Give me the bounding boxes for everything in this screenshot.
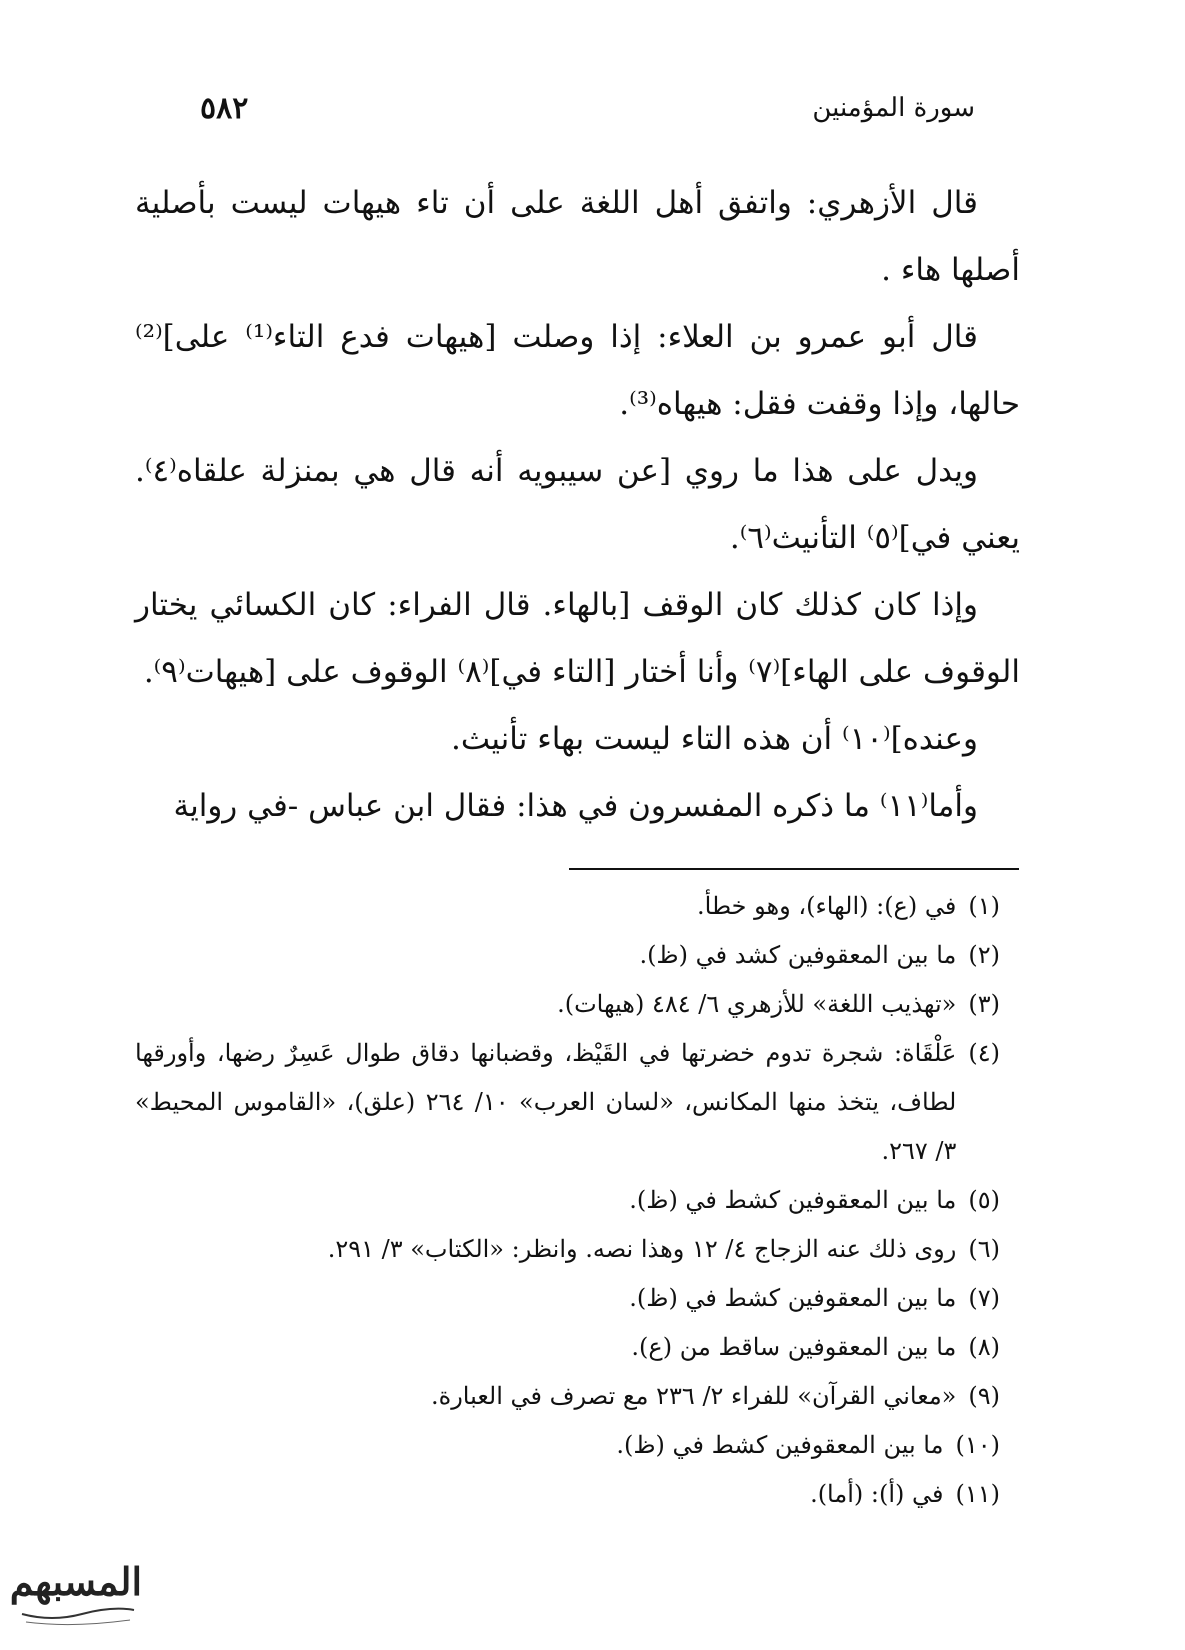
page-header xyxy=(200,88,975,128)
footnote-number: (٤) xyxy=(968,1039,1000,1067)
footnote-number: (٢) xyxy=(968,941,1000,969)
footnote xyxy=(135,1421,1000,1470)
footnote xyxy=(135,1225,1000,1274)
footnote-number: (٩) xyxy=(968,1382,1000,1410)
footnote-divider xyxy=(569,868,1019,870)
surah-title: سورة المؤمنين xyxy=(812,93,975,123)
footnote-text: «تهذيب اللغة» للأزهري ٦/ ٤٨٤ (هيهات). xyxy=(557,990,957,1018)
paragraph-6: وأما⁽١١⁾ ما ذكره المفسرون في هذا: فقال ابن عباس -في رواية xyxy=(173,788,978,824)
footnote-text: روى ذلك عنه الزجاج ٤/ ١٢ وهذا نصه. وانظر: «الكتاب» ٣/ ٢٩١. xyxy=(327,1235,957,1263)
footnote xyxy=(135,1274,1000,1323)
footnote-text: ما بين المعقوفين ساقط من (ع). xyxy=(631,1333,957,1361)
footnote-number: (٧) xyxy=(968,1284,1000,1312)
footnote-number: (١١) xyxy=(955,1480,1000,1508)
library-logo-icon xyxy=(9,1552,142,1632)
footnote-text: ما بين المعقوفين كشط في (ظ). xyxy=(616,1431,944,1459)
logo-text: المسبهم xyxy=(9,1559,142,1604)
footnote xyxy=(135,1176,1000,1225)
footnote-text: ما بين المعقوفين كشد في (ظ). xyxy=(639,941,957,969)
footnote-number: (٨) xyxy=(968,1333,1000,1361)
paragraph-2: قال أبو عمرو بن العلاء: إذا وصلت [هيهات فدع التاء⁽¹⁾ على]⁽²⁾ حالها، وإذا وقفت فقل: هيهاه⁽³⁾. xyxy=(135,319,1020,422)
footnote xyxy=(135,1029,1000,1176)
main-text xyxy=(135,170,1020,840)
paragraph-3: ويدل على هذا ما روي [عن سيبويه أنه قال هي بمنزلة علقاه⁽٤⁾. يعني في]⁽٥⁾ التأنيث⁽٦⁾. xyxy=(135,453,1020,556)
paragraph-4: وإذا كان كذلك كان الوقف [بالهاء. قال الفراء: كان الكسائي يختار الوقوف على الهاء]⁽٧⁾ وأنا أختار [التاء في]⁽٨⁾ الوقوف على [هيهات⁽٩⁾. xyxy=(135,587,1020,690)
footnote-text: ما بين المعقوفين كشط في (ظ). xyxy=(629,1186,957,1214)
footnote-number: (٥) xyxy=(968,1186,1000,1214)
footnote-number: (١) xyxy=(968,892,1000,920)
page-number: ٥٨٢ xyxy=(200,90,249,126)
footnote-text: عَلْقَاة: شجرة تدوم خضرتها في القَيْظ، وقضبانها دقاق طوال عَسِرٌ رضها، وأورقها لطاف، يتخذ منها المكانس، «لسان العرب» ١٠/ ٢٦٤ (علق)، «القاموس المحيط» ٣/ ٢٦٧. xyxy=(135,1039,957,1165)
footnote xyxy=(135,882,1000,931)
footnote-text: في (أ): (أما). xyxy=(810,1480,944,1508)
footnote xyxy=(135,1323,1000,1372)
footnote-number: (٦) xyxy=(968,1235,1000,1263)
footnote xyxy=(135,931,1000,980)
footnote-number: (١٠) xyxy=(955,1431,1000,1459)
footnote-text: ما بين المعقوفين كشط في (ظ). xyxy=(629,1284,957,1312)
footnotes xyxy=(135,882,1000,1519)
footnote-text: في (ع): (الهاء)، وهو خطأ. xyxy=(697,892,957,920)
footnote-text: «معاني القرآن» للفراء ٢/ ٢٣٦ مع تصرف في العبارة. xyxy=(431,1382,957,1410)
footnote xyxy=(135,980,1000,1029)
paragraph-5: وعنده]⁽١٠⁾ أن هذه التاء ليست بهاء تأنيث. xyxy=(451,721,978,757)
footnote xyxy=(135,1372,1000,1421)
footnote-number: (٣) xyxy=(968,990,1000,1018)
footnote xyxy=(135,1470,1000,1519)
paragraph-1: قال الأزهري: واتفق أهل اللغة على أن تاء هيهات ليست بأصلية أصلها هاء . xyxy=(135,185,1020,288)
